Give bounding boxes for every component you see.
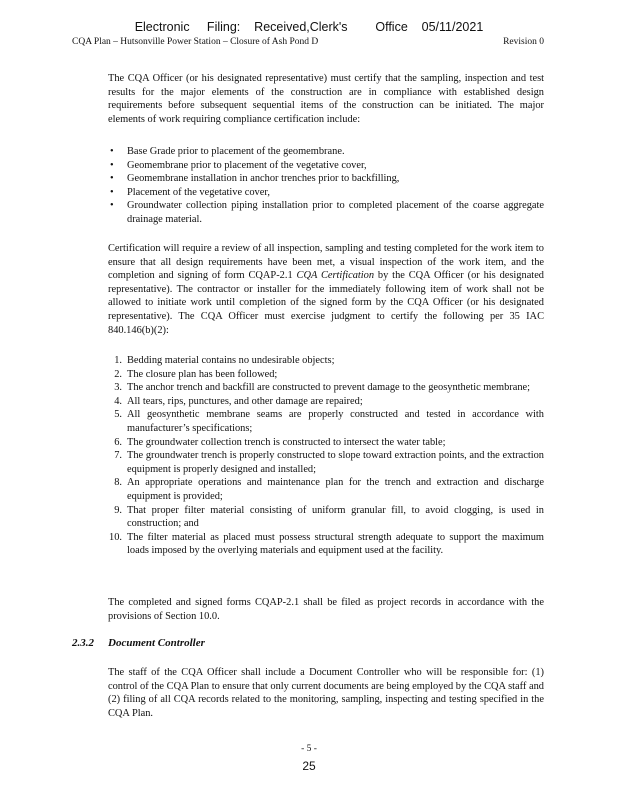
numbered-item	[108, 368, 544, 382]
certification-criteria-section	[108, 354, 544, 558]
numbered-item	[108, 531, 544, 558]
item-number: 2.	[114, 368, 122, 380]
item-text: The closure plan has been followed;	[127, 368, 278, 380]
item-number: 8.	[114, 477, 122, 489]
numbered-item	[108, 449, 544, 476]
numbered-item	[108, 395, 544, 409]
filing-page-number: 25	[302, 759, 316, 773]
list-item: • Geomembrane prior to placement of the vegetative cover,	[108, 159, 544, 173]
work-elements-section	[108, 145, 544, 227]
section-number: 2.3.2	[72, 637, 94, 649]
numbered-item	[108, 354, 544, 368]
item-number: 5.	[114, 409, 122, 421]
numbered-item	[108, 504, 544, 531]
item-text: The anchor trench and backfill are constructed to prevent damage to the geosynthetic membrane;	[127, 382, 531, 394]
item-number: 7.	[114, 450, 122, 462]
item-text: The groundwater trench is properly constructed to slope toward extraction points, and the extraction equipment is properly designed and installed;	[127, 450, 544, 475]
header-revision: Revision 0	[503, 37, 544, 47]
document-controller-paragraph	[108, 666, 544, 720]
paragraph-certification-review	[108, 242, 544, 337]
item-text: The filter material as placed must possess structural strength adequate to support the maximum loads imposed by the overlying materials and equipment used at the facility.	[127, 531, 544, 557]
paragraph-text: by the CQA Officer (or his designated representative). The contractor or installer for the immediately following item of work shall not be allowed to initiate work until completion of the signed form by the CQA Officer (or his designated representative). The CQA Officer must exercise judgment to certify the following per 35 IAC 840.146(b)(2):	[108, 270, 544, 336]
item-text: The groundwater collection trench is constructed to intersect the water table;	[127, 436, 446, 448]
section-heading	[72, 637, 205, 649]
certification-criteria-list	[108, 354, 544, 558]
item-text: All tears, rips, punctures, and other damage are repaired;	[127, 395, 363, 407]
intro-paragraph	[108, 72, 544, 126]
item-number: 1.	[114, 355, 122, 366]
list-item: • Base Grade prior to placement of the geomembrane.	[108, 145, 544, 159]
list-item: • Geomembrane installation in anchor trenches prior to backfilling,	[108, 172, 544, 186]
numbered-item	[108, 381, 544, 395]
section-title: Document Controller	[108, 637, 205, 649]
item-number: 9.	[114, 504, 122, 516]
item-text: All geosynthetic membrane seams are properly constructed and tested in accordance with manufacturer’s specifications;	[127, 409, 544, 434]
numbered-item	[108, 408, 544, 435]
item-text: That proper filter material consisting of uniform granular fill, to avoid clogging, is used in construction; and	[127, 504, 544, 530]
work-elements-list	[108, 145, 544, 227]
paragraph-document-controller: The staff of the CQA Officer shall include a Document Controller who will be responsible for: (1) control of the CQA Plan to ensure that only current documents are being employed by the CQA staff and (2) filing of all CQA records related to the monitoring, sampling, inspecting and testing specified in the CQA Plan.	[108, 667, 544, 719]
form-name: CQA Certification	[296, 270, 375, 282]
running-header	[72, 37, 544, 47]
item-number: 6.	[114, 436, 122, 448]
item-number: 10.	[109, 531, 122, 543]
paragraph-text: Certification will require a review of all inspection, sampling and testing completed for the work item to ensure that all design requirements have been met, a visual inspection of the work item, and the completion and signing of form CQAP-2.1	[108, 243, 544, 282]
item-number: 3.	[114, 382, 122, 394]
records-paragraph	[108, 596, 544, 623]
item-text: Bedding material contains no undesirable objects;	[127, 355, 335, 366]
list-item: • Groundwater collection piping installation prior to completed placement of the coarse aggregate drainage material.	[108, 199, 544, 226]
certification-paragraph	[108, 242, 544, 337]
page-number: - 5 -	[301, 744, 317, 754]
paragraph-records: The completed and signed forms CQAP-2.1 shall be filed as project records in accordance with the provisions of Section 10.0.	[108, 597, 544, 622]
item-number: 4.	[114, 395, 122, 407]
header-title: CQA Plan – Hutsonville Power Station – Closure of Ash Pond D	[72, 37, 319, 47]
numbered-item	[108, 436, 544, 450]
filing-stamp: Electronic Filing: Received,Clerk's Office 05/11/2021	[134, 20, 484, 34]
numbered-item	[108, 476, 544, 503]
list-item: • Placement of the vegetative cover,	[108, 186, 544, 200]
paragraph-certification-intro: The CQA Officer (or his designated representative) must certify that the sampling, inspection and test results for the major elements of the construction are in compliance with established design requirements before subsequent sequential items of the construction can be initiated. The major elements of work requiring compliance certification include:	[108, 73, 544, 125]
item-text: An appropriate operations and maintenance plan for the trench and extraction and discharge equipment is provided;	[127, 477, 544, 502]
